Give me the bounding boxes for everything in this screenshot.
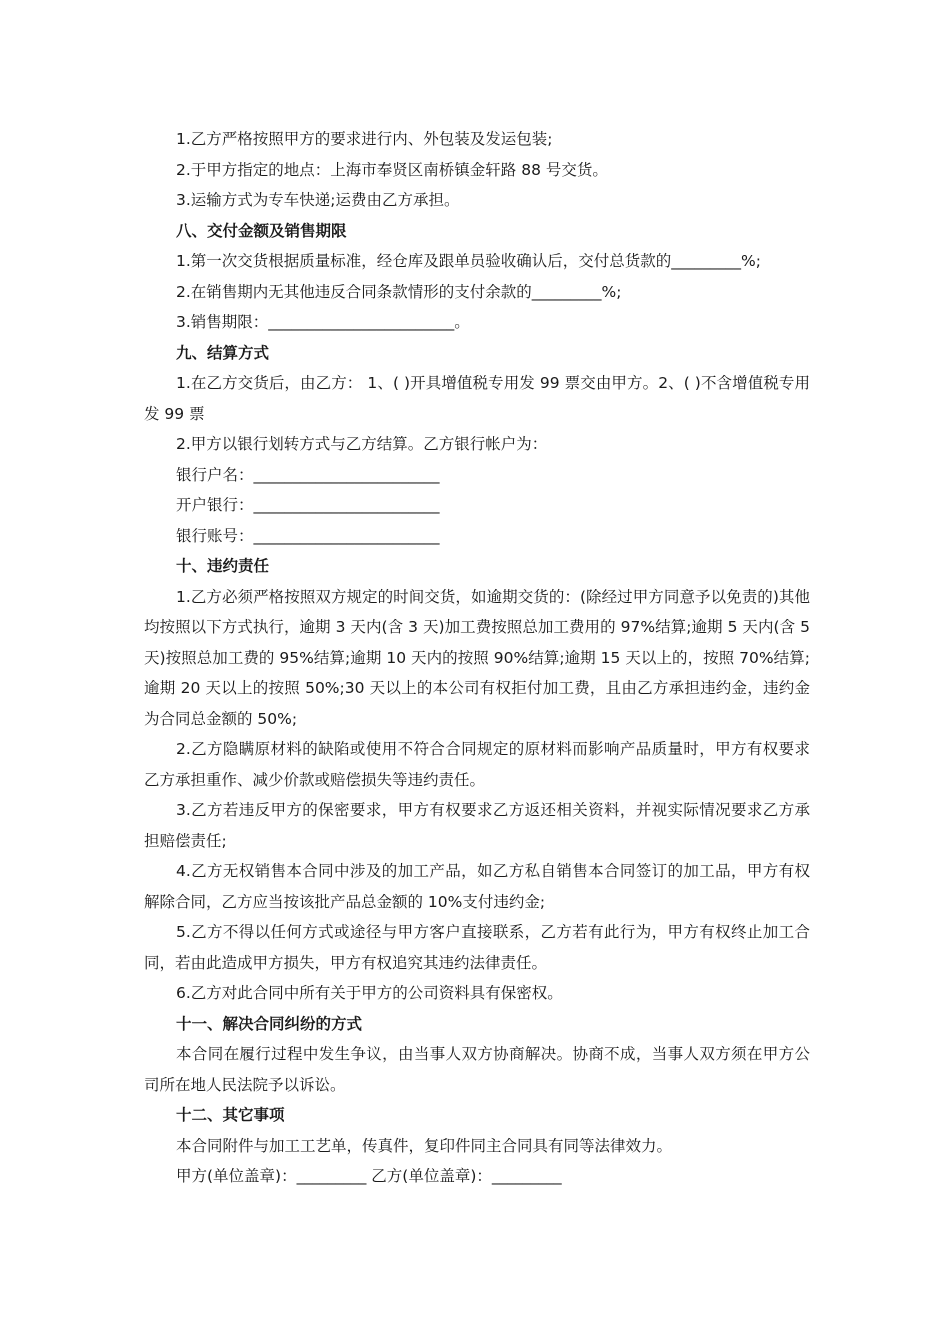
s10-item-5: 5.乙方不得以任何方式或途径与甲方客户直接联系，乙方若有此行为，甲方有权终止加工合同，若由此造成甲方损失，甲方有权追究其违约法律责任。 [144, 923, 810, 972]
bank-account-name: 银行户名：________________________ [176, 465, 440, 484]
section-8-title: 八、交付金额及销售期限 [176, 221, 347, 240]
s7-item-2: 2.于甲方指定的地点：上海市奉贤区南桥镇金轩路 88 号交货。 [176, 160, 608, 179]
s11-text: 本合同在履行过程中发生争议，由当事人双方协商解决。协商不成，当事人双方须在甲方公司所在地人民法院予以诉讼。 [144, 1045, 810, 1094]
s10-item-2: 2.乙方隐瞒原材料的缺陷或使用不符合合同规定的原材料而影响产品质量时，甲方有权要求乙方承担重作、减少价款或赔偿损失等违约责任。 [144, 740, 810, 789]
contract-page [144, 124, 810, 1192]
section-11-title: 十一、解决合同纠纷的方式 [176, 1014, 363, 1033]
section-12-title: 十二、其它事项 [176, 1106, 285, 1124]
section-9-title: 九、结算方式 [176, 343, 270, 362]
s10-item-1: 1.乙方必须严格按照双方规定的时间交货，如逾期交货的：(除经过甲方同意予以免责的)其他均按照以下方式执行，逾期 3 天内(含 3 天)加工费按照总加工费用的 97%结算;逾期 5 天内(含 5 天)按照总加工费的 95%结算;逾期 10 天内的按照 90%结算;逾期 15 天以上的，按照 70%结算;逾期 20 天以上的按照 50%;30 天以上的本公司有权拒付加工费，且由乙方承担违约金，违约金为合同总金额的 50%; [144, 587, 810, 728]
s9-item-1: 1.在乙方交货后，由乙方： 1、( )开具增值税专用发 99 票交由甲方。2、( )不含增值税专用发 99 票 [144, 374, 810, 423]
s12-text: 本合同附件与加工工艺单，传真件，复印件同主合同具有同等法律效力。 [176, 1136, 673, 1155]
s10-item-4: 4.乙方无权销售本合同中涉及的加工产品，如乙方私自销售本合同签订的加工品，甲方有权解除合同，乙方应当按该批产品总金额的 10%支付违约金; [144, 862, 810, 911]
s8-item-3: 3.销售期限：________________________。 [176, 313, 470, 331]
signature-line: 甲方(单位盖章)：_________ 乙方(单位盖章)：_________ [176, 1167, 562, 1185]
s8-item-2: 2.在销售期内无其他违反合同条款情形的支付余款的_________%; [176, 282, 622, 301]
section-10-title: 十、违约责任 [176, 557, 270, 575]
s7-item-3: 3.运输方式为专车快递;运费由乙方承担。 [176, 191, 460, 209]
s9-item-2: 2.甲方以银行划转方式与乙方结算。乙方银行帐户为： [176, 435, 548, 453]
s8-item-1: 1.第一次交货根据质量标准，经仓库及跟单员验收确认后，交付总货款的_________%; [176, 252, 761, 270]
bank-name: 开户银行：________________________ [176, 496, 440, 514]
s10-item-3: 3.乙方若违反甲方的保密要求，甲方有权要求乙方返还相关资料，并视实际情况要求乙方承担赔偿责任; [144, 801, 810, 850]
s10-item-6: 6.乙方对此合同中所有关于甲方的公司资料具有保密权。 [176, 984, 563, 1002]
s7-item-1: 1.乙方严格按照甲方的要求进行内、外包装及发运包装; [176, 130, 553, 148]
bank-account-number: 银行账号：________________________ [176, 526, 440, 545]
